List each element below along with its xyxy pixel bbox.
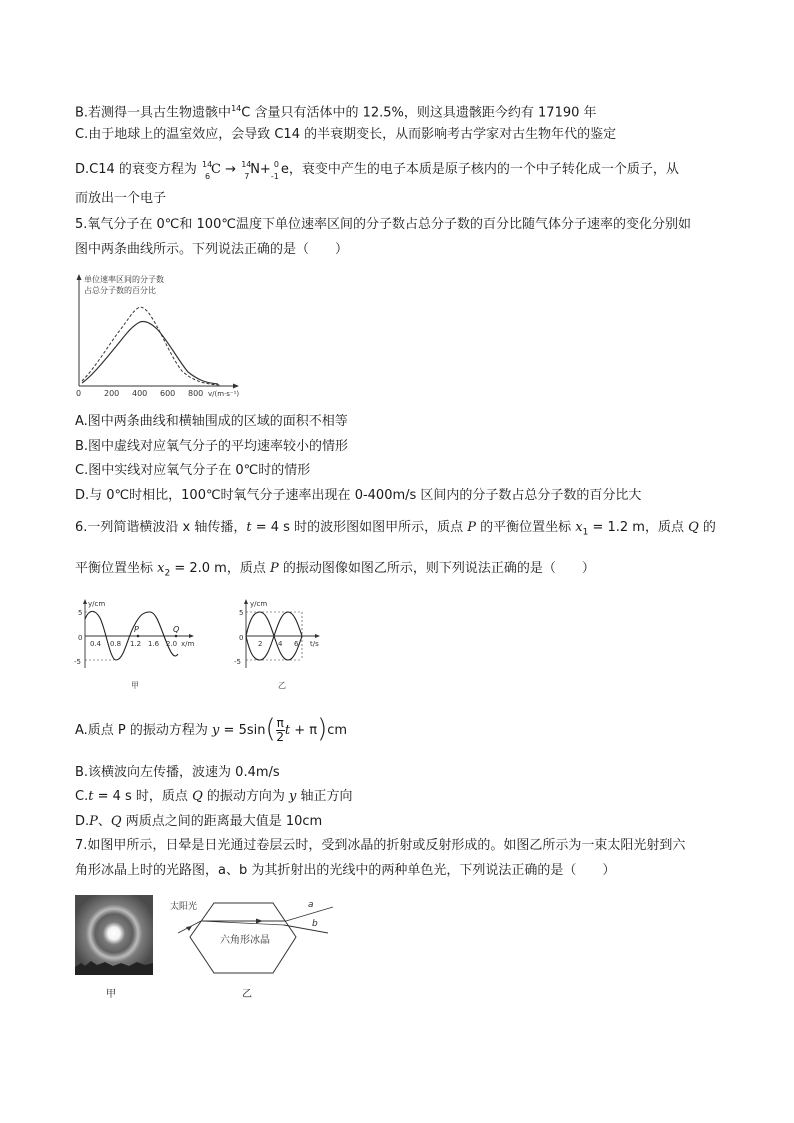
caption-jia: 甲 — [131, 681, 139, 690]
x-axis-arrow — [233, 384, 239, 389]
x-axis-arrow — [315, 634, 320, 638]
point-P — [137, 635, 140, 638]
q4-option-b: B.若测得一具古生物遗骸中$^{14}$C 含量只有活体中的 12.5%，则这具遗骸距今约有 17190 年 — [75, 104, 597, 121]
q6-option-b: B.该横波向左传播，波速为 0.4m/s — [75, 765, 280, 780]
q5-option-c: C.图中实线对应氧气分子在 0℃时的情形 — [75, 463, 311, 478]
xlabel: v/(m·s⁻¹) — [208, 390, 240, 398]
y-axis-label: y/cm — [88, 600, 106, 608]
q7-caption-jia: 甲 — [106, 989, 116, 1000]
q4-option-d: D.C14 的衰变方程为 14 6 C → 14 7 N+ 0 -1 e，衰变中产生的电子本质是原子核内的一个中子转化成一个质子，从 — [75, 160, 679, 181]
x-tick-0.8: 0.8 — [110, 640, 122, 648]
y-tick-minus5: -5 — [74, 658, 81, 666]
sun-label: 太阳光 — [170, 902, 198, 912]
x-tick-800: 800 — [188, 389, 204, 398]
t-tick-6: 6 — [294, 640, 299, 648]
q5-speed-distribution-figure — [70, 268, 245, 403]
q6-stem-line2: 平衡位置坐标 $x_2 = 2.0$ m，质点 P 的振动图像如图乙所示，则下列说法正确的是（ ） — [75, 561, 595, 579]
label-a: a — [308, 900, 314, 910]
q6-option-a: A.质点 P 的振动方程为 y = 5sin( $\frac{\pi}{2}$ t + π)cm — [75, 714, 348, 744]
inner-ray-2 — [201, 921, 284, 925]
origin: 0 — [78, 634, 83, 642]
q7-stem-line2: 角形冰晶上时的光路图，a、b 为其折射出的光线中的两种单色光，下列说法正确的是（ ） — [75, 863, 616, 878]
x-axis-arrow — [189, 634, 194, 638]
x-axis-label: t/s — [310, 640, 319, 648]
q5-option-a: A.图中两条曲线和横轴围成的区域的面积不相等 — [75, 414, 348, 429]
dashed-curve — [82, 307, 220, 385]
x-tick-2.0: 2.0 — [166, 640, 178, 648]
x-tick-0.4: 0.4 — [90, 640, 102, 648]
x-tick-200: 200 — [104, 389, 120, 398]
q6-vibration-figure-yi — [228, 596, 328, 696]
caption-yi: 乙 — [278, 681, 286, 690]
q7-caption-yi: 乙 — [242, 989, 252, 1000]
q4-option-c: C.由于地球上的温室效应，会导致 C14 的半衰期变长，从而影响考古学家对古生物年代的鉴定 — [75, 127, 617, 142]
origin: 0 — [239, 634, 244, 642]
q5-stem-line2: 图中两条曲线所示。下列说法正确的是（ ） — [75, 242, 349, 257]
x-tick-400: 400 — [132, 389, 148, 398]
x-tick-1.6: 1.6 — [148, 640, 160, 648]
q6-stem-line1: 6.一列简谐横波沿 x 轴传播，t = 4 s 时的波形图如图甲所示，质点 P 的平衡位置坐标 $x_1 = 1.2$ m，质点 Q 的 — [75, 520, 716, 538]
halo-photo — [75, 895, 153, 975]
y-axis-arrow — [244, 599, 248, 604]
q5-option-b: B.图中虚线对应氧气分子的平均速率较小的情形 — [75, 439, 349, 454]
q5-option-d: D.与 0℃时相比，100℃时氧气分子速率出现在 0-400m/s 区间内的分子数占总分子数的百分比大 — [75, 488, 642, 503]
inner-arrow — [256, 919, 263, 924]
t-tick-2: 2 — [258, 640, 263, 648]
q7-halo-photo-jia — [75, 895, 153, 975]
y-tick-minus5: -5 — [234, 658, 241, 666]
x-tick-1.2: 1.2 — [130, 640, 142, 648]
y-tick-5: 5 — [239, 609, 244, 617]
y-tick-5: 5 — [78, 609, 83, 617]
q5-stem-line1: 5.氧气分子在 0℃和 100℃温度下单位速率区间的分子数占总分子数的百分比随气体分子速率的变化分别如 — [75, 217, 691, 232]
label-b: b — [312, 919, 318, 929]
x-tick-0: 0 — [76, 389, 82, 398]
point-Q — [175, 635, 178, 638]
q6-option-d: D.P、Q 两质点之间的距离最大值是 10cm — [75, 814, 323, 829]
q6-option-c: C.t = 4 s 时，质点 Q 的振动方向为 y 轴正方向 — [75, 789, 353, 804]
crystal-label: 六角形冰晶 — [220, 935, 270, 946]
t-tick-4: 4 — [278, 640, 283, 648]
q4-option-d-cont: 而放出一个电子 — [75, 191, 167, 206]
y-axis-arrow — [77, 274, 82, 280]
ylabel-line2: 占总分子数的百分比 — [84, 286, 156, 295]
label-Q: Q — [173, 625, 180, 634]
y-axis-arrow — [83, 599, 87, 604]
q6-waveform-figure-jia — [74, 596, 199, 696]
label-P: P — [134, 625, 139, 634]
x-axis-label: x/m — [181, 640, 195, 648]
solid-curve — [82, 321, 218, 384]
x-tick-600: 600 — [160, 389, 176, 398]
q7-stem-line1: 7.如图甲所示，日晕是日光通过卷层云时，受到冰晶的折射或反射形成的。如图乙所示为一束太阳光射到六 — [75, 838, 686, 853]
q7-ice-crystal-figure-yi — [168, 893, 338, 983]
ylabel-line1: 单位速率区间的分子数 — [84, 275, 164, 284]
y-axis-label: y/cm — [250, 600, 268, 608]
